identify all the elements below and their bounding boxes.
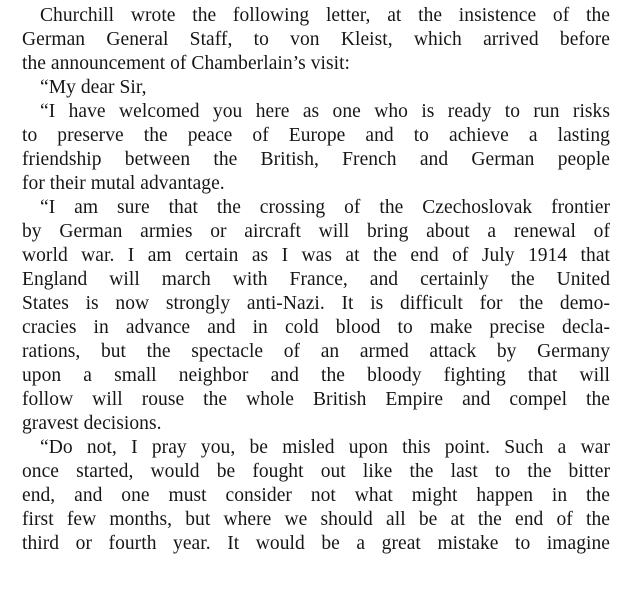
text-line: States is now strongly anti-Nazi. It is difficult for the demo- bbox=[22, 293, 610, 314]
text-line: end, and one must consider not what might happen in the bbox=[22, 485, 610, 506]
text-line: gravest decisions. bbox=[22, 413, 162, 434]
text-line: rations, but the spectacle of an armed attack by Germany bbox=[22, 341, 610, 362]
text-line: for their mutal advantage. bbox=[22, 173, 225, 194]
text-line: friendship between the British, French and German people bbox=[22, 149, 610, 170]
text-line: once started, would be fought out like the last to the bitter bbox=[22, 461, 610, 482]
text-line: cracies in advance and in cold blood to make precise decla- bbox=[22, 317, 610, 338]
text-line: “Do not, I pray you, be misled upon this point. Such a war bbox=[40, 437, 610, 458]
text-line: third or fourth year. It would be a great mistake to imagine bbox=[22, 533, 610, 554]
text-line: England will march with France, and certainly the United bbox=[22, 269, 610, 290]
text-line: “I am sure that the crossing of the Czechoslovak frontier bbox=[40, 197, 610, 218]
text-line: first few months, but where we should all be at the end of the bbox=[22, 509, 610, 530]
text-line: Churchill wrote the following letter, at the insistence of the bbox=[40, 5, 610, 26]
text-line: “I have welcomed you here as one who is ready to run risks bbox=[40, 101, 610, 122]
text-line: by German armies or aircraft will bring about a renewal of bbox=[22, 221, 610, 242]
text-line: world war. I am certain as I was at the end of July 1914 that bbox=[22, 245, 610, 266]
text-line: follow will rouse the whole British Empire and compel the bbox=[22, 389, 610, 410]
text-line: to preserve the peace of Europe and to achieve a lasting bbox=[22, 125, 610, 146]
text-line: “My dear Sir, bbox=[40, 77, 147, 98]
text-line: the announcement of Chamberlain’s visit: bbox=[22, 53, 351, 74]
text-line: German General Staff, to von Kleist, which arrived before bbox=[22, 29, 610, 50]
text-line: upon a small neighbor and the bloody fighting that will bbox=[22, 365, 610, 386]
